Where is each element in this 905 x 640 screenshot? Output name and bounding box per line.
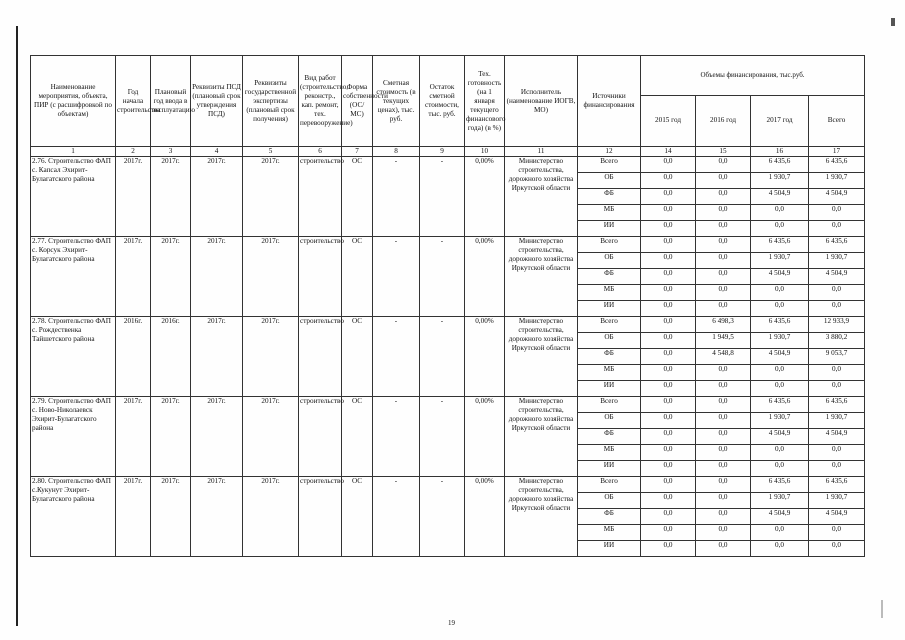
amount-y2015-cell: 0,0: [641, 189, 696, 205]
table-row: [31, 477, 865, 493]
executor-cell: Министерство строительства, дорожного хозяйства Иркутской области: [505, 397, 578, 477]
amount-y2016-cell: 0,0: [696, 205, 751, 221]
amount-y2016-cell: 0,0: [696, 253, 751, 269]
amount-y2015-cell: 0,0: [641, 333, 696, 349]
amount-y2016-cell: 0,0: [696, 285, 751, 301]
header-executor: Исполнитель (наименование ИОГВ, МО): [505, 56, 578, 147]
header-2015: 2015 год: [641, 95, 696, 146]
remaining-cell: -: [420, 397, 465, 477]
header-psd: Реквизиты ПСД (плановый срок утверждения ПСД): [191, 56, 243, 147]
column-number: 11: [505, 147, 578, 157]
source-cell: ОБ: [578, 413, 641, 429]
amount-total-cell: 6 435,6: [809, 397, 865, 413]
amount-total-cell: 12 933,9: [809, 317, 865, 333]
amount-y2016-cell: 0,0: [696, 397, 751, 413]
source-cell: МБ: [578, 205, 641, 221]
header-expertise: Реквизиты государственной экспертизы (плановый срок получения): [243, 56, 299, 147]
psd-cell: 2017г.: [191, 157, 243, 237]
amount-total-cell: 0,0: [809, 221, 865, 237]
amount-total-cell: 1 930,7: [809, 253, 865, 269]
amount-total-cell: 6 435,6: [809, 237, 865, 253]
header-name: Наименование мероприятия, объекта, ПИР (с расшифровкой по объектам): [31, 56, 116, 147]
column-number: 16: [751, 147, 809, 157]
source-cell: ФБ: [578, 429, 641, 445]
amount-total-cell: 4 504,9: [809, 269, 865, 285]
source-cell: ФБ: [578, 189, 641, 205]
amount-y2016-cell: 0,0: [696, 541, 751, 557]
plan-year-cell: 2017г.: [151, 157, 191, 237]
amount-y2015-cell: 0,0: [641, 221, 696, 237]
source-cell: Всего: [578, 237, 641, 253]
amount-y2016-cell: 0,0: [696, 381, 751, 397]
amount-y2015-cell: 0,0: [641, 493, 696, 509]
expertise-cell: 2017г.: [243, 317, 299, 397]
amount-y2015-cell: 0,0: [641, 317, 696, 333]
table-row: [31, 157, 865, 173]
amount-y2015-cell: 0,0: [641, 173, 696, 189]
amount-total-cell: 0,0: [809, 461, 865, 477]
amount-y2016-cell: 0,0: [696, 493, 751, 509]
header-readiness: Тех. готовность (на 1 января текущего финансового года) (в %): [465, 56, 505, 147]
works-cell: строительство: [299, 157, 342, 237]
column-number: 12: [578, 147, 641, 157]
amount-y2016-cell: 1 949,5: [696, 333, 751, 349]
column-number: 3: [151, 147, 191, 157]
amount-y2017-cell: 0,0: [751, 381, 809, 397]
amount-y2016-cell: 0,0: [696, 301, 751, 317]
amount-y2016-cell: 0,0: [696, 221, 751, 237]
amount-y2016-cell: 0,0: [696, 173, 751, 189]
amount-y2016-cell: 0,0: [696, 525, 751, 541]
header-financing: Объемы финансирования, тыс.руб.: [641, 56, 865, 96]
amount-y2016-cell: 0,0: [696, 237, 751, 253]
amount-y2015-cell: 0,0: [641, 541, 696, 557]
column-number: 7: [342, 147, 373, 157]
amount-y2017-cell: 4 504,9: [751, 429, 809, 445]
header-cost: Сметная стоимость (в текущих ценах), тыс. руб.: [373, 56, 420, 147]
header-ownership: Форма собственности (ОС/МС): [342, 56, 373, 147]
column-number: 6: [299, 147, 342, 157]
column-number: 17: [809, 147, 865, 157]
amount-total-cell: 0,0: [809, 285, 865, 301]
ownership-cell: ОС: [342, 317, 373, 397]
amount-y2017-cell: 1 930,7: [751, 413, 809, 429]
amount-total-cell: 0,0: [809, 365, 865, 381]
start-year-cell: 2017г.: [116, 477, 151, 557]
amount-y2016-cell: 0,0: [696, 189, 751, 205]
amount-total-cell: 0,0: [809, 205, 865, 221]
header-sources: Источники финансирования: [578, 56, 641, 147]
works-cell: строительство: [299, 397, 342, 477]
amount-total-cell: 0,0: [809, 381, 865, 397]
cost-cell: -: [373, 397, 420, 477]
column-number: 5: [243, 147, 299, 157]
column-number: 8: [373, 147, 420, 157]
amount-y2015-cell: 0,0: [641, 301, 696, 317]
amount-y2017-cell: 6 435,6: [751, 317, 809, 333]
object-name-cell: 2.77. Строительство ФАП с. Корсук Эхирит-Булагатского района: [31, 237, 116, 317]
ownership-cell: ОС: [342, 477, 373, 557]
amount-y2017-cell: 0,0: [751, 445, 809, 461]
executor-cell: Министерство строительства, дорожного хозяйства Иркутской области: [505, 157, 578, 237]
column-number: 2: [116, 147, 151, 157]
amount-y2015-cell: 0,0: [641, 157, 696, 173]
amount-y2017-cell: 1 930,7: [751, 173, 809, 189]
source-cell: ФБ: [578, 509, 641, 525]
source-cell: Всего: [578, 477, 641, 493]
source-cell: ОБ: [578, 333, 641, 349]
executor-cell: Министерство строительства, дорожного хозяйства Иркутской области: [505, 237, 578, 317]
scan-edge-line: [16, 26, 18, 626]
amount-y2017-cell: 0,0: [751, 301, 809, 317]
table-header: [31, 56, 865, 147]
plan-year-cell: 2017г.: [151, 477, 191, 557]
cost-cell: -: [373, 317, 420, 397]
remaining-cell: -: [420, 477, 465, 557]
amount-y2015-cell: 0,0: [641, 509, 696, 525]
object-name-cell: 2.80. Строительство ФАП с.Кукунут Эхирит-Булагатского района: [31, 477, 116, 557]
amount-y2016-cell: 0,0: [696, 429, 751, 445]
table-row: [31, 237, 865, 253]
amount-y2016-cell: 0,0: [696, 509, 751, 525]
table-body: [31, 147, 865, 557]
amount-total-cell: 6 435,6: [809, 477, 865, 493]
source-cell: ФБ: [578, 349, 641, 365]
amount-y2016-cell: 0,0: [696, 477, 751, 493]
source-cell: МБ: [578, 365, 641, 381]
object-name-cell: 2.76. Строительство ФАП с. Капсал Эхирит-Булагатского района: [31, 157, 116, 237]
cost-cell: -: [373, 477, 420, 557]
amount-y2017-cell: 6 435,6: [751, 237, 809, 253]
amount-y2015-cell: 0,0: [641, 349, 696, 365]
amount-y2016-cell: 0,0: [696, 413, 751, 429]
source-cell: МБ: [578, 525, 641, 541]
amount-y2015-cell: 0,0: [641, 397, 696, 413]
amount-y2017-cell: 4 504,9: [751, 269, 809, 285]
executor-cell: Министерство строительства, дорожного хозяйства Иркутской области: [505, 317, 578, 397]
amount-y2016-cell: 0,0: [696, 461, 751, 477]
amount-y2017-cell: 0,0: [751, 461, 809, 477]
amount-y2016-cell: 0,0: [696, 365, 751, 381]
source-cell: МБ: [578, 285, 641, 301]
plan-year-cell: 2016г.: [151, 317, 191, 397]
amount-y2017-cell: 4 504,9: [751, 349, 809, 365]
readiness-cell: 0,00%: [465, 237, 505, 317]
start-year-cell: 2017г.: [116, 397, 151, 477]
ownership-cell: ОС: [342, 157, 373, 237]
amount-total-cell: 1 930,7: [809, 493, 865, 509]
financing-table: [30, 55, 865, 557]
amount-y2015-cell: 0,0: [641, 381, 696, 397]
amount-y2016-cell: 4 548,8: [696, 349, 751, 365]
source-cell: Всего: [578, 397, 641, 413]
amount-y2017-cell: 6 435,6: [751, 477, 809, 493]
amount-y2017-cell: 1 930,7: [751, 493, 809, 509]
amount-y2015-cell: 0,0: [641, 525, 696, 541]
amount-y2017-cell: 6 435,6: [751, 157, 809, 173]
source-cell: ИИ: [578, 381, 641, 397]
source-cell: Всего: [578, 317, 641, 333]
amount-y2017-cell: 4 504,9: [751, 189, 809, 205]
psd-cell: 2017г.: [191, 237, 243, 317]
table-row: [31, 397, 865, 413]
works-cell: строительство: [299, 477, 342, 557]
source-cell: ОБ: [578, 253, 641, 269]
plan-year-cell: 2017г.: [151, 237, 191, 317]
column-numbers-row: [31, 147, 865, 157]
source-cell: ИИ: [578, 461, 641, 477]
column-number: 15: [696, 147, 751, 157]
start-year-cell: 2017г.: [116, 237, 151, 317]
amount-total-cell: 0,0: [809, 525, 865, 541]
amount-y2017-cell: 0,0: [751, 221, 809, 237]
amount-y2015-cell: 0,0: [641, 269, 696, 285]
amount-y2017-cell: 4 504,9: [751, 509, 809, 525]
ownership-cell: ОС: [342, 237, 373, 317]
amount-total-cell: 4 504,9: [809, 189, 865, 205]
source-cell: ОБ: [578, 173, 641, 189]
source-cell: ОБ: [578, 493, 641, 509]
cost-cell: -: [373, 157, 420, 237]
column-number: 14: [641, 147, 696, 157]
plan-year-cell: 2017г.: [151, 397, 191, 477]
amount-y2015-cell: 0,0: [641, 253, 696, 269]
object-name-cell: 2.78. Строительство ФАП с. Рождественка Тайшетского района: [31, 317, 116, 397]
scan-mark: [891, 18, 895, 26]
start-year-cell: 2016г.: [116, 317, 151, 397]
amount-y2015-cell: 0,0: [641, 461, 696, 477]
header-plan-year: Плановый год ввода в эксплуатацию: [151, 56, 191, 147]
amount-y2015-cell: 0,0: [641, 365, 696, 381]
column-number: 1: [31, 147, 116, 157]
cost-cell: -: [373, 237, 420, 317]
amount-y2016-cell: 0,0: [696, 269, 751, 285]
column-number: 10: [465, 147, 505, 157]
header-start-year: Год начала строительства: [116, 56, 151, 147]
table-row: [31, 317, 865, 333]
column-number: 4: [191, 147, 243, 157]
amount-y2016-cell: 6 498,3: [696, 317, 751, 333]
source-cell: ИИ: [578, 301, 641, 317]
remaining-cell: -: [420, 317, 465, 397]
amount-y2015-cell: 0,0: [641, 477, 696, 493]
amount-y2017-cell: 1 930,7: [751, 333, 809, 349]
amount-y2015-cell: 0,0: [641, 205, 696, 221]
remaining-cell: -: [420, 157, 465, 237]
amount-y2017-cell: 0,0: [751, 525, 809, 541]
expertise-cell: 2017г.: [243, 397, 299, 477]
expertise-cell: 2017г.: [243, 477, 299, 557]
amount-y2017-cell: 0,0: [751, 541, 809, 557]
amount-y2015-cell: 0,0: [641, 285, 696, 301]
works-cell: строительство: [299, 317, 342, 397]
amount-y2016-cell: 0,0: [696, 157, 751, 173]
amount-total-cell: 1 930,7: [809, 413, 865, 429]
executor-cell: Министерство строительства, дорожного хозяйства Иркутской области: [505, 477, 578, 557]
amount-y2017-cell: 1 930,7: [751, 253, 809, 269]
amount-y2015-cell: 0,0: [641, 445, 696, 461]
readiness-cell: 0,00%: [465, 317, 505, 397]
header-total: Всего: [809, 95, 865, 146]
expertise-cell: 2017г.: [243, 237, 299, 317]
start-year-cell: 2017г.: [116, 157, 151, 237]
amount-y2017-cell: 0,0: [751, 365, 809, 381]
column-number: 9: [420, 147, 465, 157]
source-cell: ФБ: [578, 269, 641, 285]
object-name-cell: 2.79. Строительство ФАП с. Ново-Николаевск Эхирит-Булагатского района: [31, 397, 116, 477]
readiness-cell: 0,00%: [465, 157, 505, 237]
source-cell: Всего: [578, 157, 641, 173]
amount-total-cell: 4 504,9: [809, 429, 865, 445]
amount-total-cell: 1 930,7: [809, 173, 865, 189]
amount-y2016-cell: 0,0: [696, 445, 751, 461]
works-cell: строительство: [299, 237, 342, 317]
amount-y2015-cell: 0,0: [641, 413, 696, 429]
amount-total-cell: 0,0: [809, 541, 865, 557]
header-2016: 2016 год: [696, 95, 751, 146]
amount-total-cell: 4 504,9: [809, 509, 865, 525]
scan-mark: [881, 600, 883, 618]
source-cell: МБ: [578, 445, 641, 461]
psd-cell: 2017г.: [191, 317, 243, 397]
remaining-cell: -: [420, 237, 465, 317]
amount-total-cell: 6 435,6: [809, 157, 865, 173]
ownership-cell: ОС: [342, 397, 373, 477]
amount-y2017-cell: 0,0: [751, 205, 809, 221]
psd-cell: 2017г.: [191, 477, 243, 557]
amount-total-cell: 0,0: [809, 445, 865, 461]
amount-total-cell: 0,0: [809, 301, 865, 317]
page-number: 19: [448, 619, 455, 627]
amount-y2017-cell: 0,0: [751, 285, 809, 301]
amount-y2015-cell: 0,0: [641, 429, 696, 445]
amount-y2015-cell: 0,0: [641, 237, 696, 253]
amount-total-cell: 9 053,7: [809, 349, 865, 365]
expertise-cell: 2017г.: [243, 157, 299, 237]
psd-cell: 2017г.: [191, 397, 243, 477]
amount-y2017-cell: 6 435,6: [751, 397, 809, 413]
readiness-cell: 0,00%: [465, 397, 505, 477]
source-cell: ИИ: [578, 221, 641, 237]
header-2017: 2017 год: [751, 95, 809, 146]
readiness-cell: 0,00%: [465, 477, 505, 557]
amount-total-cell: 3 880,2: [809, 333, 865, 349]
header-remaining: Остаток сметной стоимости, тыс. руб.: [420, 56, 465, 147]
header-works: Вид работ (строительство, реконстр., кап. ремонт, тех. перевооружение): [299, 56, 342, 147]
source-cell: ИИ: [578, 541, 641, 557]
